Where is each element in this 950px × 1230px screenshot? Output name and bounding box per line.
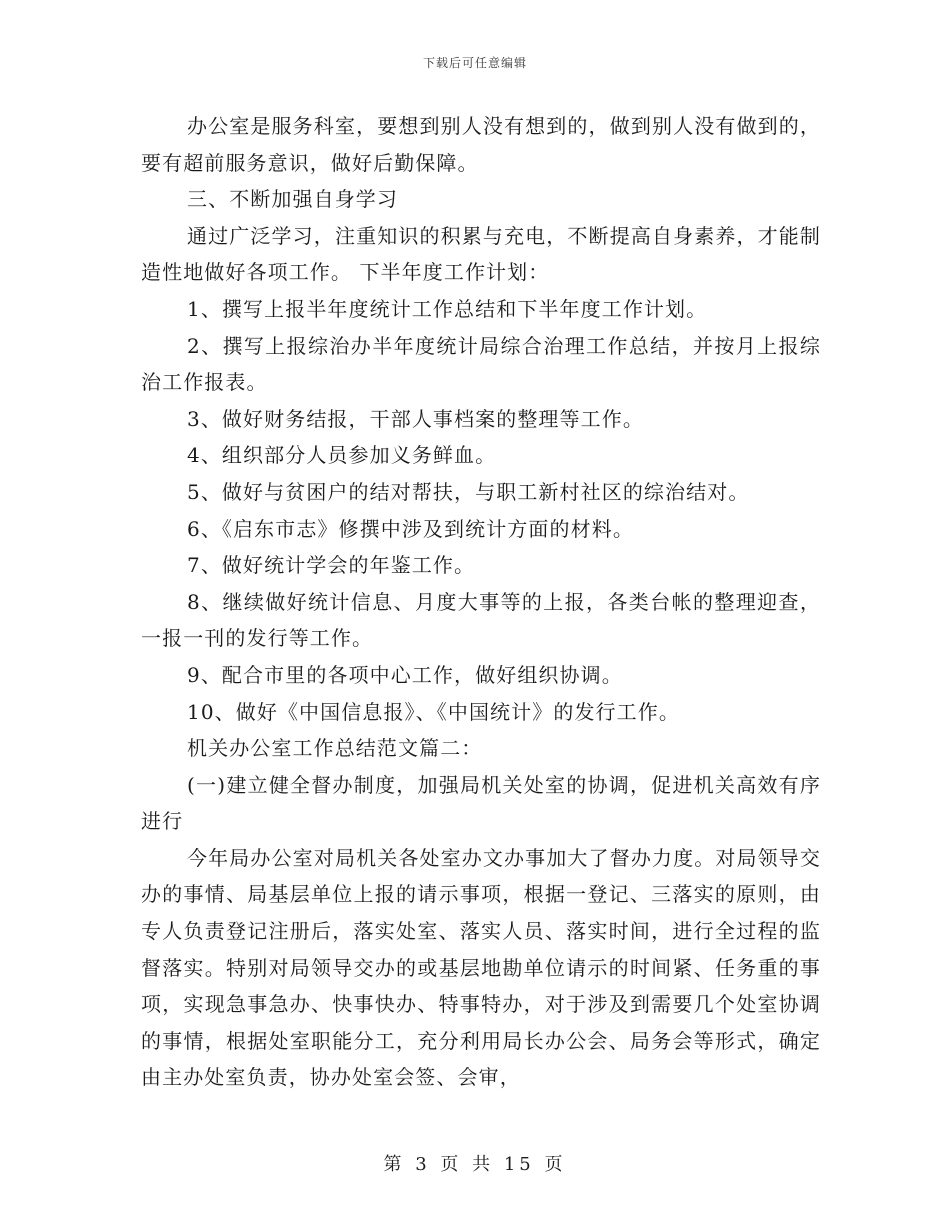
list-item: 6、《启东市志》修撰中涉及到统计方面的材料。: [187, 516, 634, 541]
list-item: 9、配合市里的各项中心工作，做好组织协调。: [187, 662, 623, 687]
section-heading: 机关办公室工作总结范文篇二：: [187, 736, 483, 761]
list-item: 8、继续做好统计信息、月度大事等的上报，各类台帐的整理迎查，一报一刊的发行等工作。: [141, 589, 821, 651]
list-item: 3、做好财务结报，干部人事档案的整理等工作。: [187, 406, 644, 431]
paragraph: 办公室是服务科室，要想到别人没有想到的，做到别人没有做到的，要有超前服务意识，做好后勤保障。: [141, 114, 821, 175]
list-item: 1、撰写上报半年度统计工作总结和下半年度工作计划。: [187, 296, 708, 321]
section-heading: (一)建立健全督办制度，加强局机关处室的协调，促进机关高效有序进行: [141, 772, 821, 834]
list-item: 5、做好与贫困户的结对帮扶，与职工新村社区的综治结对。: [187, 479, 750, 504]
list-item: 2、撰写上报综治办半年度统计局综合治理工作总结，并按月上报综治工作报表。: [141, 333, 821, 395]
page-number: 第 3 页 共 15 页: [383, 1154, 567, 1175]
list-item: 7、做好统计学会的年鉴工作。: [187, 553, 476, 578]
list-item: 10、做好《中国信息报》、《中国统计》的发行工作。: [187, 699, 680, 724]
paragraph: 今年局办公室对局机关各处室办文办事加大了督办力度。对局领导交办的事情、局基层单位上报的请示事项，根据一登记、三落实的原则，由专人负责登记注册后，落实处室、落实人员、落实时间，进行全过程的监督落实。特别对局领导交办的或基层地勘单位请示的时间紧、任务重的事项，实现急事急办、快事快办、特事特办，对于涉及到需要几个处室协调的事情，根据处室职能分工，充分利用局长办公会、局务会等形式，确定由主办处室负责，协办处室会签、会审，: [141, 845, 821, 1090]
section-heading: 三、不断加强自身学习: [187, 187, 398, 212]
list-item: 4、组织部分人员参加义务鲜血。: [187, 443, 497, 468]
paragraph: 通过广泛学习，注重知识的积累与充电，不断提高自身素养，才能制造性地做好各项工作。 下半年度工作计划：: [141, 223, 821, 285]
document-body: [141, 108, 821, 1096]
header-note: 下载后可任意编辑: [422, 56, 527, 70]
